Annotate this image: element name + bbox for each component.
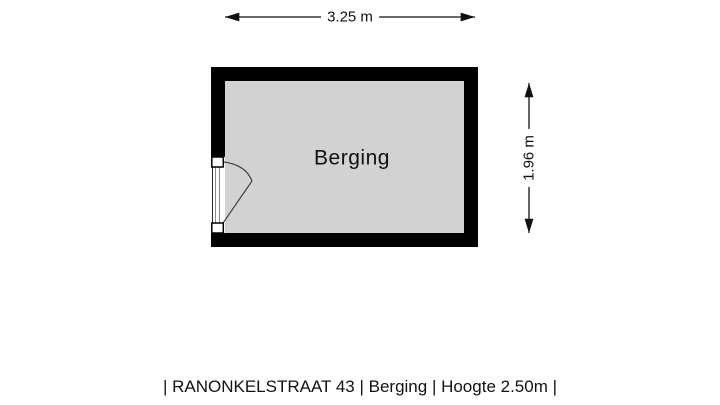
room-name-label: Berging (314, 146, 390, 170)
door-opening (211, 157, 225, 233)
door-post-top (212, 157, 224, 167)
door-post-bottom (212, 223, 224, 233)
caption: | RANONKELSTRAAT 43 | Berging | Hoogte 2.50m | (162, 377, 558, 396)
height-dimension-label: 1.96 m (521, 129, 538, 187)
width-dimension-label: 3.25 m (321, 9, 379, 26)
